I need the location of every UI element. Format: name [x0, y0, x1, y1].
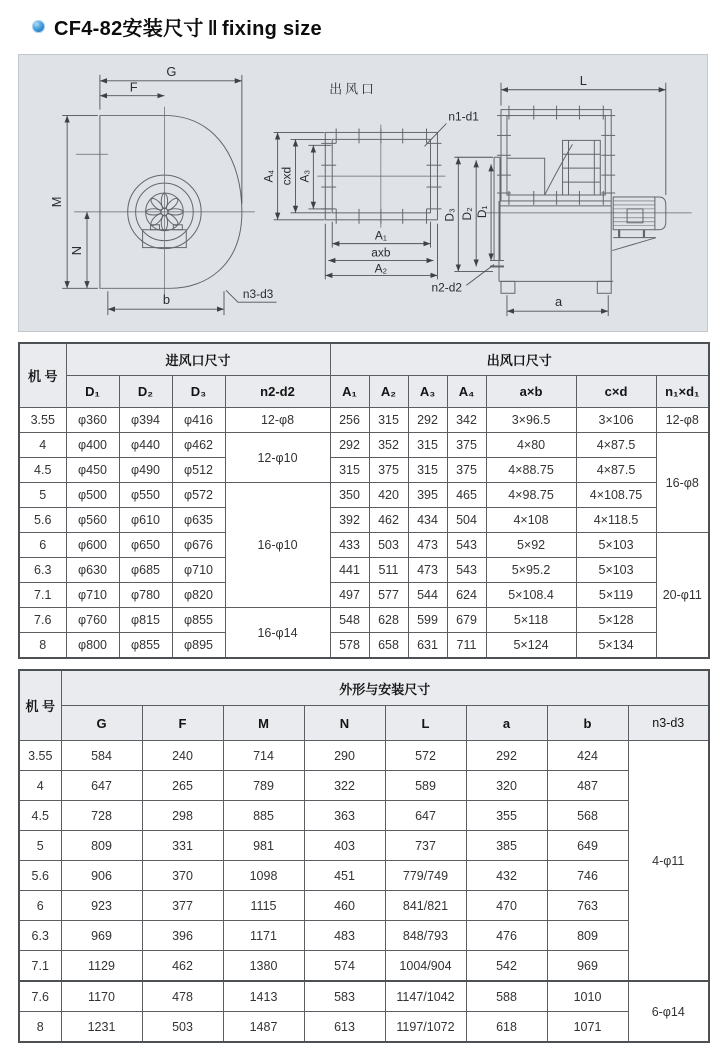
cell-a3: 473	[408, 558, 447, 583]
cell-a: 476	[466, 921, 547, 951]
dim-label-b: b	[162, 292, 171, 308]
cell-cd: 4×87.5	[576, 433, 656, 458]
col-header-n: N	[304, 706, 385, 741]
cell-d2: φ780	[119, 583, 172, 608]
cell-model: 5.6	[19, 861, 61, 891]
cell-ab: 5×108.4	[486, 583, 576, 608]
cell-a4: 375	[447, 458, 486, 483]
cell-m: 1098	[223, 861, 304, 891]
cell-d3: φ462	[172, 433, 225, 458]
cell-a: 618	[466, 1012, 547, 1043]
cell-d2: φ610	[119, 508, 172, 533]
front-view-dimensions	[62, 75, 276, 315]
cell-cd: 4×118.5	[576, 508, 656, 533]
cell-model: 5	[19, 831, 61, 861]
table-row	[19, 771, 709, 801]
cell-a4: 504	[447, 508, 486, 533]
cell-d2: φ815	[119, 608, 172, 633]
cell-m: 1487	[223, 1012, 304, 1043]
cell-l: 572	[385, 741, 466, 771]
table-row	[19, 608, 709, 633]
dimension-diagram	[19, 55, 707, 331]
outlet-title: 出风口	[329, 81, 377, 97]
cell-cd: 5×103	[576, 533, 656, 558]
cell-b: 746	[547, 861, 628, 891]
cell-n: 460	[304, 891, 385, 921]
cell-model: 4	[19, 771, 61, 801]
cell-b: 763	[547, 891, 628, 921]
cell-d1: φ360	[66, 408, 119, 433]
col-header-a1: A₁	[330, 376, 369, 408]
col-header-d1: D₁	[66, 376, 119, 408]
cell-b: 1071	[547, 1012, 628, 1043]
cell-a3: 599	[408, 608, 447, 633]
cell-d2: φ550	[119, 483, 172, 508]
dim-label-a3: A₃	[297, 169, 312, 183]
cell-l: 841/821	[385, 891, 466, 921]
cell-n: 290	[304, 741, 385, 771]
cell-a3: 315	[408, 458, 447, 483]
col-header-a4: A₄	[447, 376, 486, 408]
cell-f: 377	[142, 891, 223, 921]
dim-label-n2d2: n2-d2	[431, 280, 462, 295]
outline-mounting-dimensions-table	[18, 669, 710, 1043]
dim-label-d1: D₁	[475, 205, 490, 219]
cell-l: 848/793	[385, 921, 466, 951]
cell-l: 589	[385, 771, 466, 801]
table-row	[19, 741, 709, 771]
cell-n: 574	[304, 951, 385, 982]
cell-d3: φ676	[172, 533, 225, 558]
cell-model: 5.6	[19, 508, 66, 533]
cell-f: 265	[142, 771, 223, 801]
cell-f: 240	[142, 741, 223, 771]
page-title-en: fixing size	[221, 18, 322, 40]
cell-ab: 5×124	[486, 633, 576, 659]
table-row	[19, 831, 709, 861]
cell-a3: 315	[408, 433, 447, 458]
outline-group-header: 外形与安装尺寸	[61, 670, 709, 706]
cell-a4: 543	[447, 533, 486, 558]
cell-model: 7.1	[19, 951, 61, 982]
inlet-outlet-dimensions-table	[18, 342, 710, 659]
cell-model: 7.6	[19, 981, 61, 1012]
cell-a1: 350	[330, 483, 369, 508]
cell-n1d1: 12-φ8	[656, 408, 709, 433]
cell-l: 1004/904	[385, 951, 466, 982]
cell-b: 649	[547, 831, 628, 861]
cell-a2: 511	[369, 558, 408, 583]
cell-m: 1115	[223, 891, 304, 921]
cell-model: 3.55	[19, 408, 66, 433]
cell-m: 1380	[223, 951, 304, 982]
cell-model: 4.5	[19, 458, 66, 483]
cell-ab: 4×108	[486, 508, 576, 533]
cell-cd: 4×87.5	[576, 458, 656, 483]
cell-a: 292	[466, 741, 547, 771]
cell-g: 1129	[61, 951, 142, 982]
table-row	[19, 1012, 709, 1043]
dim-label-n3d3: n3-d3	[242, 287, 274, 302]
table-subheader-row	[19, 376, 709, 408]
cell-a2: 628	[369, 608, 408, 633]
cell-cd: 4×108.75	[576, 483, 656, 508]
cell-n2d2: 16-φ14	[225, 608, 330, 659]
col-header-l: L	[385, 706, 466, 741]
cell-b: 568	[547, 801, 628, 831]
dim-label-l: L	[579, 72, 587, 88]
dim-label-axb: axb	[371, 245, 391, 260]
cell-cd: 5×128	[576, 608, 656, 633]
cell-f: 462	[142, 951, 223, 982]
table-row	[19, 861, 709, 891]
cell-d3: φ855	[172, 608, 225, 633]
cell-m: 1413	[223, 981, 304, 1012]
page-title-bar	[32, 12, 708, 41]
cell-a: 588	[466, 981, 547, 1012]
page-title-separator: ‖	[207, 18, 218, 40]
cell-cd: 5×134	[576, 633, 656, 659]
cell-g: 969	[61, 921, 142, 951]
cell-f: 331	[142, 831, 223, 861]
cell-b: 487	[547, 771, 628, 801]
cell-d2: φ685	[119, 558, 172, 583]
cell-a1: 392	[330, 508, 369, 533]
cell-n: 403	[304, 831, 385, 861]
table-row	[19, 533, 709, 558]
cell-d3: φ416	[172, 408, 225, 433]
cell-model: 6.3	[19, 921, 61, 951]
cell-g: 809	[61, 831, 142, 861]
cell-cd: 5×103	[576, 558, 656, 583]
cell-ab: 3×96.5	[486, 408, 576, 433]
cell-a3: 395	[408, 483, 447, 508]
cell-n: 451	[304, 861, 385, 891]
cell-d2: φ855	[119, 633, 172, 659]
cell-a4: 543	[447, 558, 486, 583]
cell-ab: 5×118	[486, 608, 576, 633]
dim-label-cxd: cxd	[279, 166, 294, 186]
cell-cd: 3×106	[576, 408, 656, 433]
table-row	[19, 558, 709, 583]
cell-d2: φ440	[119, 433, 172, 458]
cell-l: 647	[385, 801, 466, 831]
cell-a2: 503	[369, 533, 408, 558]
cell-a1: 256	[330, 408, 369, 433]
cell-model: 5	[19, 483, 66, 508]
cell-model: 8	[19, 633, 66, 659]
cell-l: 779/749	[385, 861, 466, 891]
cell-d1: φ450	[66, 458, 119, 483]
dim-label-n: N	[69, 245, 85, 256]
cell-a1: 315	[330, 458, 369, 483]
table-row	[19, 891, 709, 921]
table-row	[19, 508, 709, 533]
cell-m: 714	[223, 741, 304, 771]
cell-b: 424	[547, 741, 628, 771]
col-header-b: b	[547, 706, 628, 741]
cell-l: 1197/1072	[385, 1012, 466, 1043]
cell-g: 1231	[61, 1012, 142, 1043]
outlet-dimensions	[274, 124, 447, 280]
cell-a4: 342	[447, 408, 486, 433]
cell-a2: 315	[369, 408, 408, 433]
fan-side-view	[485, 106, 692, 294]
cell-a2: 352	[369, 433, 408, 458]
cell-a2: 375	[369, 458, 408, 483]
cell-g: 1170	[61, 981, 142, 1012]
dim-label-g: G	[166, 63, 177, 79]
cell-d1: φ760	[66, 608, 119, 633]
cell-f: 298	[142, 801, 223, 831]
dim-label-a: a	[554, 294, 563, 310]
cell-a3: 292	[408, 408, 447, 433]
cell-a: 542	[466, 951, 547, 982]
cell-n: 613	[304, 1012, 385, 1043]
cell-f: 503	[142, 1012, 223, 1043]
cell-a3: 544	[408, 583, 447, 608]
cell-d1: φ400	[66, 433, 119, 458]
cell-d3: φ572	[172, 483, 225, 508]
cell-n1d1: 20-φ11	[656, 533, 709, 659]
cell-d1: φ600	[66, 533, 119, 558]
machine-number-header: 机 号	[19, 670, 61, 741]
cell-model: 8	[19, 1012, 61, 1043]
cell-l: 737	[385, 831, 466, 861]
inlet-group-header: 进风口尺寸	[66, 343, 330, 376]
cell-m: 885	[223, 801, 304, 831]
cell-l: 1147/1042	[385, 981, 466, 1012]
cell-a4: 679	[447, 608, 486, 633]
cell-a3: 434	[408, 508, 447, 533]
cell-f: 478	[142, 981, 223, 1012]
dim-label-n1d1: n1-d1	[448, 109, 479, 124]
cell-d3: φ895	[172, 633, 225, 659]
table-row	[19, 981, 709, 1012]
cell-a1: 578	[330, 633, 369, 659]
cell-a2: 658	[369, 633, 408, 659]
cell-g: 923	[61, 891, 142, 921]
table-row	[19, 921, 709, 951]
cell-d1: φ500	[66, 483, 119, 508]
cell-n3d3: 4-φ11	[628, 741, 709, 982]
cell-n: 483	[304, 921, 385, 951]
cell-d3: φ512	[172, 458, 225, 483]
outlet-group-header: 出风口尺寸	[330, 343, 709, 376]
cell-a1: 433	[330, 533, 369, 558]
fan-front-view	[74, 107, 255, 298]
cell-a4: 465	[447, 483, 486, 508]
cell-a2: 577	[369, 583, 408, 608]
cell-a1: 292	[330, 433, 369, 458]
cell-a4: 711	[447, 633, 486, 659]
cell-a3: 631	[408, 633, 447, 659]
table-row	[19, 433, 709, 458]
table-header-row	[19, 343, 709, 376]
cell-a: 355	[466, 801, 547, 831]
cell-a: 385	[466, 831, 547, 861]
col-header-n1d1: n₁×d₁	[656, 376, 709, 408]
cell-n3d3: 6-φ14	[628, 981, 709, 1042]
cell-a4: 375	[447, 433, 486, 458]
table-subheader-row	[19, 706, 709, 741]
cell-n2d2: 12-φ8	[225, 408, 330, 433]
cell-a1: 497	[330, 583, 369, 608]
cell-model: 6.3	[19, 558, 66, 583]
cell-ab: 4×98.75	[486, 483, 576, 508]
cell-a4: 624	[447, 583, 486, 608]
cell-d1: φ630	[66, 558, 119, 583]
cell-d1: φ560	[66, 508, 119, 533]
cell-g: 728	[61, 801, 142, 831]
page-title-zh: CF4-82安装尺寸	[54, 18, 204, 40]
cell-model: 6	[19, 891, 61, 921]
cell-model: 6	[19, 533, 66, 558]
cell-a: 320	[466, 771, 547, 801]
table-row	[19, 483, 709, 508]
col-header-a2: A₂	[369, 376, 408, 408]
col-header-n3d3: n3-d3	[628, 706, 709, 741]
table-row	[19, 801, 709, 831]
col-header-ab: a×b	[486, 376, 576, 408]
cell-n2d2: 16-φ10	[225, 483, 330, 608]
table-row	[19, 583, 709, 608]
cell-model: 4	[19, 433, 66, 458]
cell-d3: φ710	[172, 558, 225, 583]
page-title	[54, 12, 322, 41]
table-row	[19, 408, 709, 433]
col-header-g: G	[61, 706, 142, 741]
cell-f: 370	[142, 861, 223, 891]
cell-a: 470	[466, 891, 547, 921]
cell-ab: 4×80	[486, 433, 576, 458]
dim-label-m: M	[49, 196, 65, 208]
outlet-flange-view	[317, 124, 445, 227]
cell-a: 432	[466, 861, 547, 891]
col-header-a: a	[466, 706, 547, 741]
dimension-diagram-panel	[18, 54, 708, 332]
cell-d3: φ820	[172, 583, 225, 608]
bullet-icon	[32, 20, 45, 33]
cell-d2: φ490	[119, 458, 172, 483]
cell-f: 396	[142, 921, 223, 951]
cell-m: 789	[223, 771, 304, 801]
col-header-n2d2: n2-d2	[225, 376, 330, 408]
cell-g: 906	[61, 861, 142, 891]
dim-label-f: F	[129, 79, 138, 95]
table-row	[19, 458, 709, 483]
col-header-d3: D₃	[172, 376, 225, 408]
cell-model: 4.5	[19, 801, 61, 831]
cell-b: 809	[547, 921, 628, 951]
cell-a2: 462	[369, 508, 408, 533]
cell-a1: 441	[330, 558, 369, 583]
cell-n1d1: 16-φ8	[656, 433, 709, 533]
cell-d1: φ800	[66, 633, 119, 659]
cell-a3: 473	[408, 533, 447, 558]
col-header-cd: c×d	[576, 376, 656, 408]
cell-g: 647	[61, 771, 142, 801]
cell-b: 1010	[547, 981, 628, 1012]
cell-n2d2: 12-φ10	[225, 433, 330, 483]
cell-cd: 5×119	[576, 583, 656, 608]
col-header-m: M	[223, 706, 304, 741]
cell-ab: 4×88.75	[486, 458, 576, 483]
table-row	[19, 633, 709, 659]
cell-m: 981	[223, 831, 304, 861]
cell-m: 1171	[223, 921, 304, 951]
cell-model: 7.1	[19, 583, 66, 608]
col-header-d2: D₂	[119, 376, 172, 408]
cell-n: 363	[304, 801, 385, 831]
dim-label-a4: A₄	[261, 169, 276, 183]
table-row	[19, 951, 709, 982]
cell-d2: φ394	[119, 408, 172, 433]
machine-number-header: 机 号	[19, 343, 66, 408]
dim-label-a1: A₁	[374, 228, 387, 243]
cell-model: 3.55	[19, 741, 61, 771]
cell-n: 583	[304, 981, 385, 1012]
cell-b: 969	[547, 951, 628, 982]
cell-g: 584	[61, 741, 142, 771]
table-header-row	[19, 670, 709, 706]
cell-d3: φ635	[172, 508, 225, 533]
col-header-f: F	[142, 706, 223, 741]
cell-a1: 548	[330, 608, 369, 633]
dim-label-d3: D₃	[442, 208, 457, 222]
dim-label-d2: D₂	[460, 207, 475, 221]
cell-d2: φ650	[119, 533, 172, 558]
dim-label-a2: A₂	[374, 261, 388, 276]
col-header-a3: A₃	[408, 376, 447, 408]
cell-ab: 5×95.2	[486, 558, 576, 583]
cell-n: 322	[304, 771, 385, 801]
cell-d1: φ710	[66, 583, 119, 608]
cell-a2: 420	[369, 483, 408, 508]
cell-ab: 5×92	[486, 533, 576, 558]
cell-model: 7.6	[19, 608, 66, 633]
